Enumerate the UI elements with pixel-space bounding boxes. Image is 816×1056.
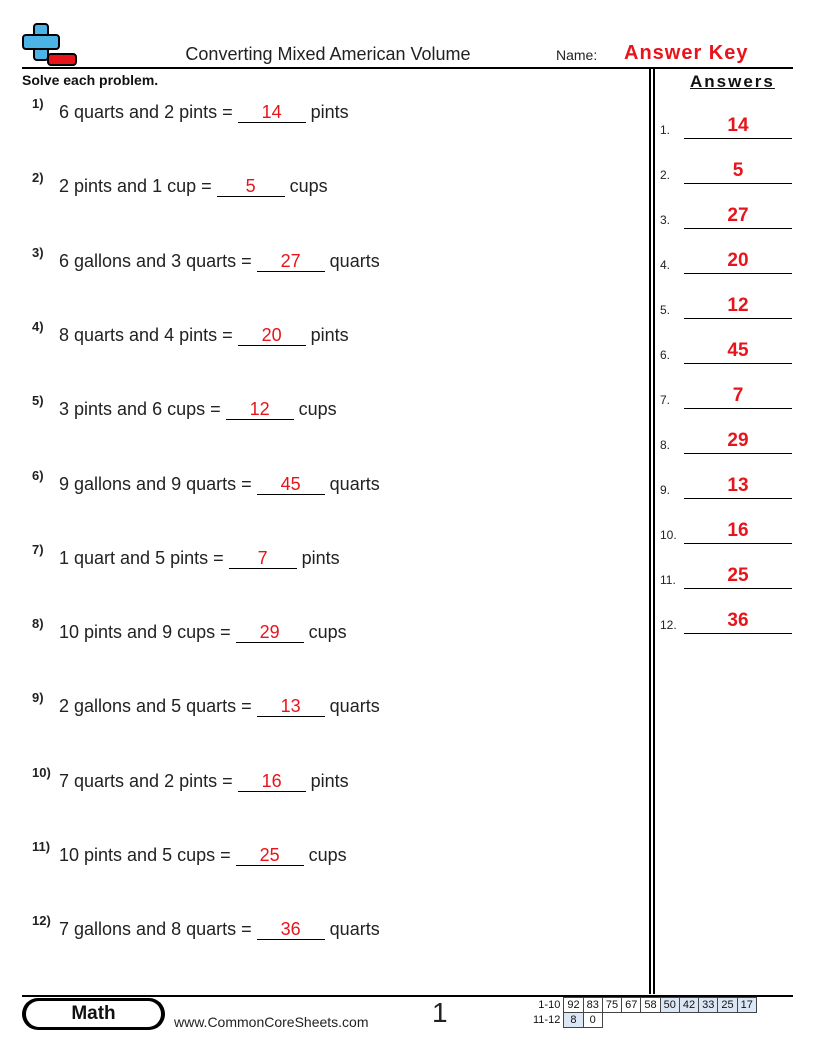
answer-value[interactable]: 20: [727, 250, 749, 271]
answer-row: [660, 565, 792, 589]
problem-unit: cups: [289, 176, 328, 197]
problem-row: [22, 690, 642, 726]
problem-text: [59, 399, 337, 420]
answer-line: [684, 633, 792, 634]
problem-statement: 6 quarts and 2 pints =: [59, 102, 233, 122]
answer-row: [660, 295, 792, 319]
score-cell-empty: [641, 1013, 660, 1028]
answer-value[interactable]: 25: [727, 565, 749, 586]
problem-unit: quarts: [329, 696, 380, 717]
score-cell-empty: [602, 1013, 621, 1028]
score-cell: 33: [699, 998, 718, 1013]
problem-number: 6): [32, 467, 44, 483]
answer-number: 5.: [660, 303, 671, 317]
answer-number: 6.: [660, 348, 671, 362]
answer-blank[interactable]: 16: [238, 771, 306, 792]
score-cell: 83: [583, 998, 602, 1013]
answer-blank[interactable]: 7: [229, 548, 297, 569]
problem-unit: quarts: [329, 919, 380, 940]
instructions: Solve each problem.: [22, 72, 159, 88]
answer-number: 3.: [660, 213, 671, 227]
problem-text: [59, 102, 349, 123]
answer-number: 4.: [660, 258, 671, 272]
problem-number: 12): [32, 913, 51, 929]
score-cell: 25: [718, 998, 737, 1013]
problem-text: [59, 251, 380, 272]
problem-statement: 9 gallons and 9 quarts =: [59, 473, 252, 494]
answer-blank[interactable]: 27: [257, 251, 325, 272]
answer-line: [684, 228, 792, 229]
score-cell-empty: [622, 1013, 641, 1028]
answer-blank[interactable]: 25: [236, 845, 304, 866]
answer-row: [660, 610, 792, 634]
problem-statement: 2 pints and 1 cup =: [59, 176, 212, 197]
score-cell: 92: [564, 998, 583, 1013]
problem-statement: 3 pints and 6 cups =: [59, 399, 221, 420]
answer-blank[interactable]: 14: [238, 102, 306, 123]
answer-line: [684, 588, 792, 589]
problem-number: 7): [32, 541, 44, 557]
score-cell-empty: [737, 1013, 756, 1028]
answer-number: 10.: [660, 528, 677, 542]
score-cell: 50: [660, 998, 679, 1013]
score-cell-empty: [660, 1013, 679, 1028]
problem-row: [22, 839, 642, 875]
problem-row: [22, 764, 642, 801]
answer-line: [684, 498, 792, 499]
problem-statement: 10 pints and 5 cups =: [59, 845, 231, 865]
answer-number: 1.: [660, 123, 671, 137]
score-cell: 8: [564, 1013, 583, 1028]
problem-unit: pints: [310, 770, 349, 791]
answer-row: [660, 115, 792, 139]
score-row-label: 11-12: [533, 1014, 561, 1026]
column-divider: [649, 68, 651, 994]
problem-statement: 1 quart and 5 pints =: [59, 547, 224, 568]
problem-unit: pints: [310, 102, 349, 122]
problem-number: 11): [32, 839, 51, 854]
problem-number: 10): [32, 764, 51, 780]
problem-unit: quarts: [329, 473, 380, 494]
answer-blank[interactable]: 29: [236, 622, 304, 643]
answer-row: [660, 430, 792, 454]
problem-unit: pints: [310, 324, 349, 345]
answer-number: 11.: [660, 573, 676, 587]
worksheet-title: Converting Mixed American Volume: [185, 44, 471, 64]
answer-key-label: Answer Key: [624, 42, 749, 64]
problem-statement: 10 pints and 9 cups =: [59, 622, 231, 643]
answer-line: [684, 138, 792, 139]
answer-line: [684, 363, 792, 364]
problem-unit: cups: [308, 845, 347, 865]
score-cell-empty: [718, 1013, 737, 1028]
problem-row: [22, 393, 642, 429]
answer-value[interactable]: 7: [732, 385, 744, 406]
answer-blank[interactable]: 13: [257, 696, 325, 717]
header-divider: [22, 67, 793, 69]
score-cell-empty: [679, 1013, 698, 1028]
problem-text: [59, 548, 340, 569]
problem-row: [22, 170, 642, 206]
answer-number: 8.: [660, 438, 671, 452]
problem-text: [59, 845, 347, 866]
score-cell-empty: [699, 1013, 718, 1028]
problem-row: [22, 467, 642, 504]
problem-row: [22, 96, 642, 132]
score-cell: 67: [622, 998, 641, 1013]
answer-value[interactable]: 12: [727, 295, 749, 316]
problem-text: [59, 622, 347, 643]
problem-unit: cups: [308, 622, 347, 643]
website-link[interactable]: www.CommonCoreSheets.com: [174, 1014, 369, 1030]
answer-value[interactable]: 5: [732, 160, 744, 181]
answer-row: [660, 205, 792, 229]
answer-number: 12.: [660, 618, 677, 632]
answer-line: [684, 318, 792, 319]
score-row: [530, 998, 756, 1013]
problem-number: 8): [32, 616, 44, 632]
score-cell: 0: [583, 1013, 602, 1028]
problem-number: 2): [32, 170, 44, 186]
answer-row: [660, 340, 792, 364]
problem-unit: pints: [301, 547, 340, 568]
answer-number: 7.: [660, 393, 671, 407]
problem-statement: 2 gallons and 5 quarts =: [59, 696, 252, 717]
answer-value[interactable]: 45: [727, 340, 749, 361]
answer-row: [660, 385, 792, 409]
answer-line: [684, 408, 792, 409]
problem-number: 5): [32, 393, 44, 409]
problem-statement: 8 quarts and 4 pints =: [59, 324, 233, 345]
problem-unit: cups: [298, 399, 337, 420]
problem-row: [22, 318, 642, 355]
answer-value[interactable]: 14: [727, 115, 749, 136]
score-table: [530, 997, 757, 1028]
answer-value[interactable]: 36: [727, 610, 749, 631]
answer-value[interactable]: 29: [727, 430, 749, 451]
answer-value[interactable]: 16: [727, 520, 749, 541]
answer-blank[interactable]: 45: [257, 474, 325, 495]
problem-text: [59, 696, 380, 717]
problem-row: [22, 244, 642, 281]
name-label: Name:: [556, 47, 598, 63]
answer-blank[interactable]: 20: [238, 325, 306, 346]
answer-row: [660, 475, 792, 499]
answer-row: [660, 520, 792, 544]
problem-text: [59, 771, 349, 792]
problem-text: [59, 176, 328, 197]
answer-line: [684, 183, 792, 184]
score-row: [530, 1013, 756, 1028]
answer-number: 2.: [660, 168, 671, 182]
answer-line: [684, 453, 792, 454]
answer-line: [684, 273, 792, 274]
score-cell: 42: [679, 998, 698, 1013]
score-cell: 58: [641, 998, 660, 1013]
answers-heading: Answers: [690, 72, 775, 91]
answer-value[interactable]: 27: [727, 205, 749, 226]
problem-number: 9): [32, 690, 44, 706]
score-cell: 75: [602, 998, 621, 1013]
column-divider: [653, 68, 655, 994]
answer-number: 9.: [660, 483, 671, 497]
problem-text: [59, 325, 349, 346]
answer-blank[interactable]: 12: [226, 399, 294, 420]
problem-row: [22, 541, 642, 578]
score-row-label: 1-10: [538, 999, 561, 1011]
problem-statement: 7 quarts and 2 pints =: [59, 770, 233, 791]
problem-statement: 7 gallons and 8 quarts =: [59, 919, 252, 940]
problem-number: 3): [32, 244, 44, 260]
score-cell: 17: [737, 998, 756, 1013]
problem-text: [59, 474, 380, 495]
problem-number: 4): [32, 318, 44, 334]
answer-blank[interactable]: 5: [217, 176, 285, 197]
answer-row: [660, 250, 792, 274]
answer-blank[interactable]: 36: [257, 919, 325, 940]
answer-line: [684, 543, 792, 544]
answer-value[interactable]: 13: [727, 475, 749, 496]
page-number: 1: [432, 997, 448, 1028]
problem-text: [59, 919, 380, 940]
problem-statement: 6 gallons and 3 quarts =: [59, 250, 252, 271]
answer-row: [660, 160, 792, 184]
problem-row: [22, 913, 642, 949]
problem-unit: quarts: [329, 250, 380, 271]
problem-number: 1): [32, 96, 44, 111]
subject-label: Math: [26, 1001, 161, 1027]
problem-row: [22, 616, 642, 652]
